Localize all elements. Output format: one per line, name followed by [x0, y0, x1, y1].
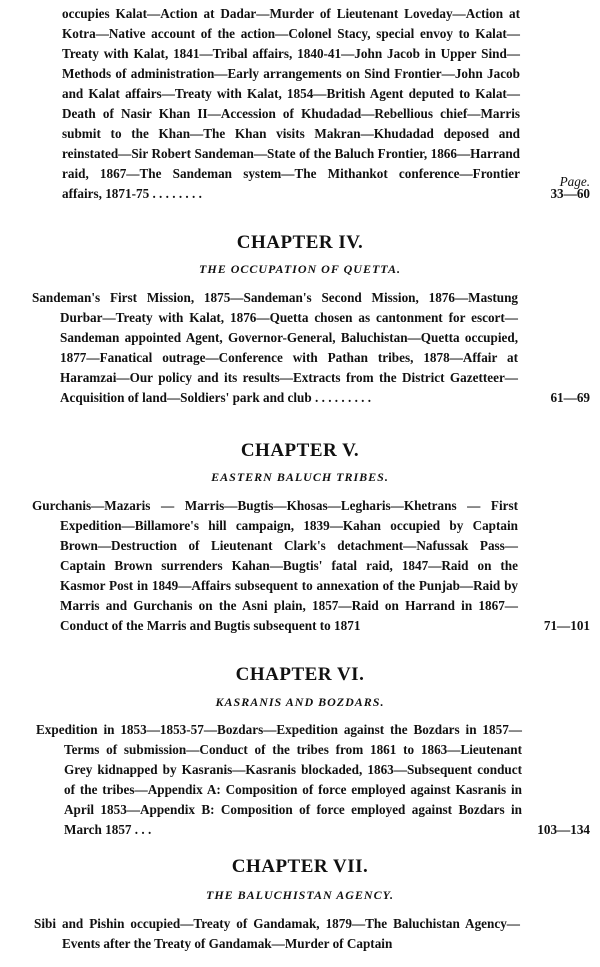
chapter-subtitle: THE BALUCHISTAN AGENCY.: [205, 888, 395, 902]
chapter-heading: CHAPTER IV.: [236, 232, 364, 253]
toc-entry-text: Sibi and Pishin occupied—Treaty of Gandamak, 1879—The Baluchistan Agency—Events after the Treaty of Gandamak—Murder of Captain: [34, 916, 520, 951]
chapter-heading: CHAPTER VII.: [231, 856, 369, 877]
toc-entry-chapter-iv: [0, 288, 600, 408]
chapter-subtitle: EASTERN BALUCH TRIBES.: [211, 470, 389, 484]
toc-entry-text: Expedition in 1853—1853-57—Bozdars—Expedition against the Bozdars in 1857—Terms of submission—Conduct of the tribes from 1861 to 1863—Lieutenant Grey kidnapped by Kasranis—Kasranis blockaded, 1863—Subsequent conduct of the tribes—Appendix A: Composition of force employed against Kasranis in April 1853—Appendix B: Composition of force employed against Bozdars in March 1857 . . .: [36, 722, 522, 837]
toc-entry-text: occupies Kalat—Action at Dadar—Murder of Lieutenant Loveday—Action at Kotra—Native account of the action—Colonel Stacy, special envoy to Kalat—Treaty with Kalat, 1841—Tribal affairs, 1840-41—John Jacob in Upper Sind—Methods of administration—Early arrangements on Sind Frontier—John Jacob and Kalat affairs—Treaty with Kalat, 1854—British Agent deputed to Kalat—Death of Nasir Khan II—Accession of Khudadad—Rebellious chief—Marris submit to the Khan—The Khan visits Makran—Khudadad deposed and reinstated—Sir Robert Sandeman—State of the Baluch Frontier, 1866—Harrand raid, 1867—The Sandeman system—The Mithankot conference—Frontier affairs, 1871-75 . . . . . . . .: [62, 6, 520, 201]
toc-entry-chapter-iii-continued: [0, 4, 600, 204]
toc-entry-chapter-v: [0, 496, 600, 636]
chapter-heading: CHAPTER V.: [240, 440, 360, 461]
chapter-subtitle: KASRANIS AND BOZDARS.: [215, 695, 385, 709]
chapter-subtitle: THE OCCUPATION OF QUETTA.: [199, 262, 401, 276]
toc-page-range: 61—69: [550, 390, 590, 405]
toc-entry-text: Sandeman's First Mission, 1875—Sandeman's Second Mission, 1876—Mastung Durbar—Treaty with Kalat, 1876—Quetta chosen as cantonment for escort—Sandeman appointed Agent, Governor-General, Baluchistan—Quetta occupied, 1877—Fanatical outrage—Conference with Pathan tribes, 1878—Affair at Haramzai—Our policy and its results—Extracts from the District Gazetteer—Acquisition of land—Soldiers' park and club . . . . . . . . .: [32, 290, 518, 405]
page-column-heading: Page.: [559, 174, 590, 189]
toc-page-range: 71—101: [543, 618, 590, 633]
toc-entry-chapter-vii: [0, 914, 600, 954]
toc-page-range: 33—60: [550, 186, 590, 201]
chapter-heading: CHAPTER VI.: [235, 664, 365, 685]
toc-entry-text: Gurchanis—Mazaris — Marris—Bugtis—Khosas—Legharis—Khetrans — First Expedition—Billamore's hill campaign, 1839—Kahan occupied by Captain Brown—Destruction of Lieutenant Clark's detachment—Nafussak Pass—Captain Brown surrenders Kahan—Bugtis' fatal raid, 1847—Raid on the Kasmor Post in 1849—Affairs subsequent to annexation of the Punjab—Raid by Marris and Gurchanis on the Asni plain, 1857—Raid on Harrand in 1867—Conduct of the Marris and Bugtis subsequent to 1871: [32, 498, 518, 633]
toc-entry-chapter-vi: [0, 720, 600, 840]
toc-page-range: 103—134: [537, 822, 590, 837]
